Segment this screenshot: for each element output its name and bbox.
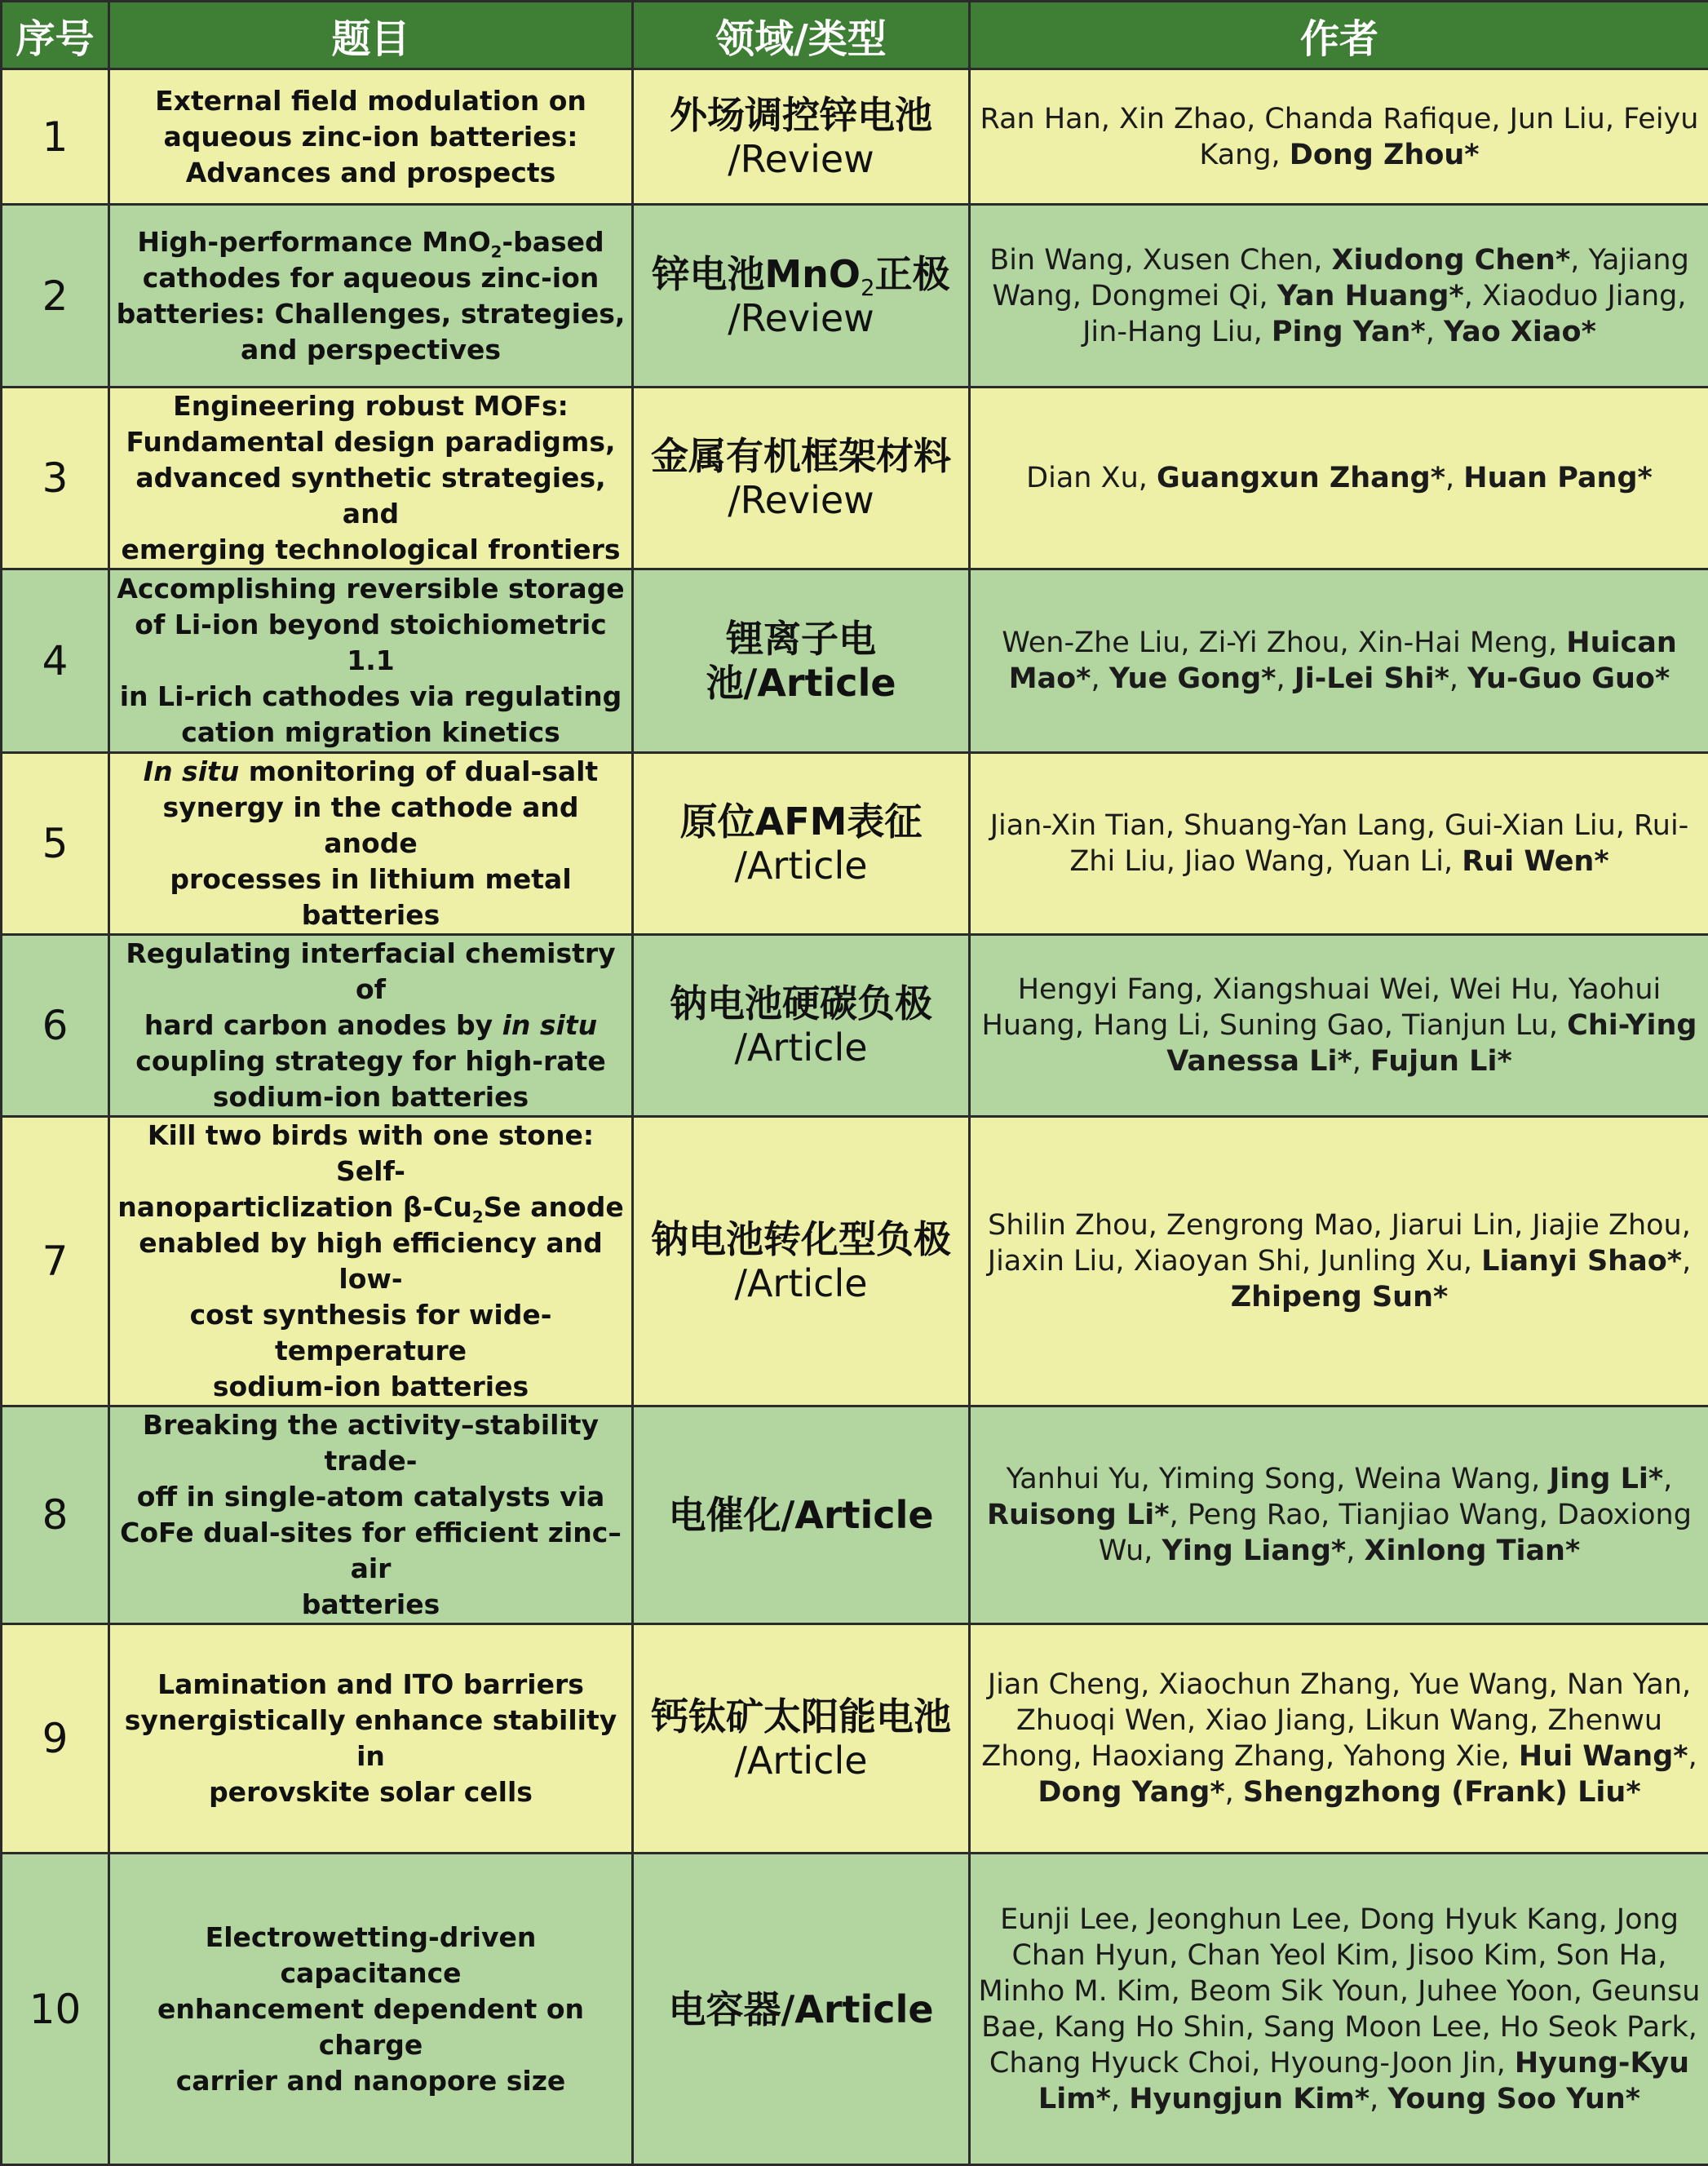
author-names: , (1352, 1045, 1370, 1078)
title-text: of Li-ion beyond stoichiometric 1.1 (135, 609, 606, 676)
field-text: 钙钛矿太阳能电池 (651, 1694, 951, 1739)
field-text: 正极 (875, 252, 950, 296)
field-type (633, 1854, 970, 2165)
paper-title (109, 753, 633, 935)
title-text: enabled by high efficiency and low- (139, 1227, 602, 1295)
table-row (2, 69, 1708, 205)
authors (970, 1624, 1708, 1854)
corresponding-author: Zhipeng Sun* (1231, 1281, 1449, 1313)
title-text: coupling strategy for high-rate (135, 1045, 605, 1077)
italic-text: In situ (144, 755, 239, 787)
author-names: Jian-Xin Tian, Shuang-Yan Lang, Gui-Xian Liu, Rui-Zhi Liu, Jiao Wang, Yuan Li, (990, 809, 1689, 878)
corresponding-author: Hui Wang* (1519, 1740, 1688, 1773)
corresponding-author: Huan Pang* (1463, 462, 1653, 494)
corresponding-author: Xinlong Tian* (1364, 1535, 1580, 1567)
title-text: carrier and nanopore size (176, 2065, 566, 2097)
field-text: 锂离子电池/Article (706, 617, 896, 705)
author-names: , (1091, 662, 1108, 695)
title-text: Breaking the activity–stability trade- (143, 1409, 599, 1477)
author-names: , (1688, 1740, 1697, 1773)
author-names: , (1449, 662, 1467, 695)
field-text: 外场调控锌电池 (670, 93, 932, 137)
authors (970, 205, 1708, 388)
corresponding-author: Xiudong Chen* (1332, 244, 1571, 277)
corresponding-author: Rui Wen* (1462, 845, 1608, 878)
title-text: sodium-ion batteries (213, 1371, 529, 1402)
paper-title (109, 205, 633, 388)
header-field: 领域/类型 (633, 2, 970, 69)
authors (970, 388, 1708, 569)
table-row (2, 1117, 1708, 1406)
field-text: 电催化/Article (668, 1493, 933, 1537)
row-number: 5 (2, 753, 109, 935)
field-type (633, 205, 970, 388)
author-names: Dian Xu, (1026, 462, 1157, 494)
table-row (2, 388, 1708, 569)
paper-title (109, 1117, 633, 1406)
field-text: /Article (734, 1261, 867, 1305)
title-text: Kill two birds with one stone: Self- (148, 1119, 594, 1187)
title-text: nanoparticlization β-Cu (117, 1191, 472, 1223)
corresponding-author: Yue Gong* (1109, 662, 1277, 695)
authors (970, 1117, 1708, 1406)
corresponding-author: Yao Xiao* (1444, 316, 1596, 348)
title-text: off in single-atom catalysts via (137, 1481, 605, 1513)
table-body (2, 69, 1708, 2165)
row-number: 2 (2, 205, 109, 388)
field-text: 原位AFM表征 (680, 800, 923, 844)
title-text: advanced synthetic strategies, and (135, 462, 605, 529)
corresponding-author: Dong Yang* (1038, 1776, 1224, 1809)
title-text: Accomplishing reversible storage (117, 573, 624, 605)
corresponding-author: Ping Yan* (1272, 316, 1426, 348)
field-type (633, 569, 970, 753)
paper-title (109, 1854, 633, 2165)
corresponding-author: Ying Liang* (1162, 1535, 1347, 1567)
field-text: /Review (728, 296, 874, 340)
title-text: perovskite solar cells (209, 1776, 533, 1808)
header-authors: 作者 (970, 2, 1708, 69)
title-text: Electrowetting-driven capacitance (206, 1921, 537, 1989)
author-names: , (1225, 1776, 1243, 1809)
field-text: /Review (728, 478, 874, 522)
author-names: Shilin Zhou, Zengrong Mao, Jiarui Lin, Jiajie Zhou, Jiaxin Liu, Xiaoyan Shi, Junling Xu, (988, 1209, 1691, 1278)
paper-title (109, 935, 633, 1117)
title-text: in Li-rich cathodes via regulating (120, 680, 622, 712)
author-names: , (1369, 2083, 1387, 2115)
corresponding-author: Hyungjun Kim* (1129, 2083, 1369, 2115)
author-names: , (1426, 316, 1444, 348)
author-names: , (1663, 1463, 1672, 1495)
author-names: , (1111, 2083, 1129, 2115)
field-type (633, 388, 970, 569)
title-text: Advances and prospects (186, 157, 556, 188)
title-text: High-performance MnO (137, 226, 490, 258)
authors (970, 1854, 1708, 2165)
row-number: 7 (2, 1117, 109, 1406)
subscript: 2 (472, 1208, 484, 1227)
corresponding-author: Dong Zhou* (1290, 139, 1480, 171)
title-text: cation migration kinetics (181, 716, 560, 748)
author-names: , (1445, 462, 1463, 494)
field-text: /Article (734, 844, 867, 888)
paper-title (109, 1406, 633, 1624)
table-row (2, 753, 1708, 935)
author-names: , Yajiang Wang, Dongmei Qi, (993, 244, 1689, 312)
title-text: Se anode (484, 1191, 624, 1223)
field-text: 锌电池MnO (652, 252, 861, 296)
row-number: 8 (2, 1406, 109, 1624)
author-names: Ran Han, Xin Zhao, Chanda Rafique, Jun Liu, Feiyu Kang, (980, 103, 1699, 171)
corresponding-author: Huican Mao* (1009, 627, 1677, 695)
author-names: , (1346, 1535, 1364, 1567)
title-text: hard carbon anodes by (144, 1009, 502, 1041)
title-text: processes in lithium metal batteries (170, 863, 571, 931)
subscript: 2 (491, 242, 502, 261)
field-type (633, 1624, 970, 1854)
table-row (2, 935, 1708, 1117)
field-text: /Article (734, 1025, 867, 1070)
title-text: batteries (302, 1588, 440, 1620)
author-names: Bin Wang, Xusen Chen, (989, 244, 1331, 277)
corresponding-author: Yu-Guo Guo* (1467, 662, 1670, 695)
field-text: 金属有机框架材料 (651, 434, 951, 478)
table-row (2, 569, 1708, 753)
field-text: 电容器/Article (668, 1987, 933, 2031)
title-text: synergistically enhance stability in (125, 1704, 617, 1772)
italic-text: in situ (502, 1009, 598, 1041)
row-number: 4 (2, 569, 109, 753)
paper-title (109, 569, 633, 753)
corresponding-author: Young Soo Yun* (1387, 2083, 1640, 2115)
author-names: Wen-Zhe Liu, Zi-Yi Zhou, Xin-Hai Meng, (1002, 627, 1566, 659)
corresponding-author: Shengzhong (Frank) Liu* (1243, 1776, 1641, 1809)
table-row (2, 1854, 1708, 2165)
title-text: Lamination and ITO barriers (157, 1668, 584, 1700)
field-type (633, 1117, 970, 1406)
author-names: , (1276, 662, 1294, 695)
title-text: aqueous zinc-ion batteries: (164, 121, 578, 153)
title-text: monitoring of dual-salt (239, 755, 598, 787)
field-type (633, 69, 970, 205)
authors (970, 753, 1708, 935)
authors (970, 569, 1708, 753)
corresponding-author: Ruisong Li* (987, 1499, 1170, 1531)
header-title: 题目 (109, 2, 633, 69)
subscript: 2 (861, 274, 875, 301)
authors (970, 69, 1708, 205)
paper-title (109, 69, 633, 205)
corresponding-author: Chi-Ying Vanessa Li* (1166, 1009, 1697, 1078)
author-names: , Peng Rao, Tianjiao Wang, Daoxiong Wu, (1099, 1499, 1692, 1567)
table-row (2, 1624, 1708, 1854)
paper-title (109, 1624, 633, 1854)
authors (970, 935, 1708, 1117)
paper-title (109, 388, 633, 569)
corresponding-author: Lianyi Shao* (1481, 1245, 1682, 1278)
field-type (633, 1406, 970, 1624)
title-text: CoFe dual-sites for efficient zinc–air (120, 1517, 622, 1584)
author-names: , Xiaoduo Jiang, Jin-Hang Liu, (1082, 280, 1686, 348)
field-text: 钠电池硬碳负极 (670, 981, 932, 1025)
author-names: Eunji Lee, Jeonghun Lee, Dong Hyuk Kang, Jong Chan Hyun, Chan Yeol Kim, Jisoo Kim, Son Ha, Minho M. Kim, Beom Sik Youn, Juhee Yoon, Geunsu Bae, Kang Ho Shin, Sang Moon Lee, Ho Seok Park, Chang Hyuck Choi, Hyoung-Joon Jin, (979, 1903, 1701, 2080)
author-names: , (1682, 1245, 1691, 1278)
row-number: 6 (2, 935, 109, 1117)
field-text: 钠电池转化型负极 (651, 1217, 951, 1261)
title-text: Fundamental design paradigms, (126, 426, 616, 458)
authors (970, 1406, 1708, 1624)
author-names: Hengyi Fang, Xiangshuai Wei, Wei Hu, Yaohui Huang, Hang Li, Suning Gao, Tianjun Lu, (982, 973, 1662, 1042)
corresponding-author: Yan Huang* (1277, 280, 1464, 312)
header-no: 序号 (2, 2, 109, 69)
title-text: cathodes for aqueous zinc-ion (143, 262, 600, 294)
corresponding-author: Hyung-Kyu Lim* (1038, 2047, 1689, 2115)
title-text: enhancement dependent on charge (157, 1993, 584, 2061)
title-text: batteries: Challenges, strategies, (117, 298, 626, 330)
title-text: Engineering robust MOFs: (173, 390, 569, 422)
row-number: 9 (2, 1624, 109, 1854)
corresponding-author: Ji-Lei Shi* (1294, 662, 1449, 695)
table-row (2, 205, 1708, 388)
title-text: emerging technological frontiers (121, 534, 620, 565)
field-type (633, 753, 970, 935)
corresponding-author: Jing Li* (1549, 1463, 1663, 1495)
title-text: and perspectives (241, 334, 501, 365)
title-text: synergy in the cathode and anode (162, 791, 578, 859)
corresponding-author: Fujun Li* (1370, 1045, 1512, 1078)
field-text: /Review (728, 137, 874, 181)
row-number: 3 (2, 388, 109, 569)
row-number: 1 (2, 69, 109, 205)
author-names: Jian Cheng, Xiaochun Zhang, Yue Wang, Nan Yan, Zhuoqi Wen, Xiao Jiang, Likun Wang, Zhenwu Zhong, Haoxiang Zhang, Yahong Xie, (981, 1668, 1691, 1773)
corresponding-author: Guangxun Zhang* (1157, 462, 1445, 494)
title-text: sodium-ion batteries (213, 1081, 529, 1113)
title-text: -based (502, 226, 604, 258)
author-names: Yanhui Yu, Yiming Song, Weina Wang, (1007, 1463, 1550, 1495)
title-text: Regulating interfacial chemistry of (126, 937, 615, 1005)
row-number: 10 (2, 1854, 109, 2165)
field-type (633, 935, 970, 1117)
title-text: External field modulation on (155, 85, 586, 117)
title-text: cost synthesis for wide-temperature (190, 1299, 552, 1366)
field-text: /Article (734, 1739, 867, 1783)
table-row (2, 1406, 1708, 1624)
header-row (2, 2, 1708, 69)
